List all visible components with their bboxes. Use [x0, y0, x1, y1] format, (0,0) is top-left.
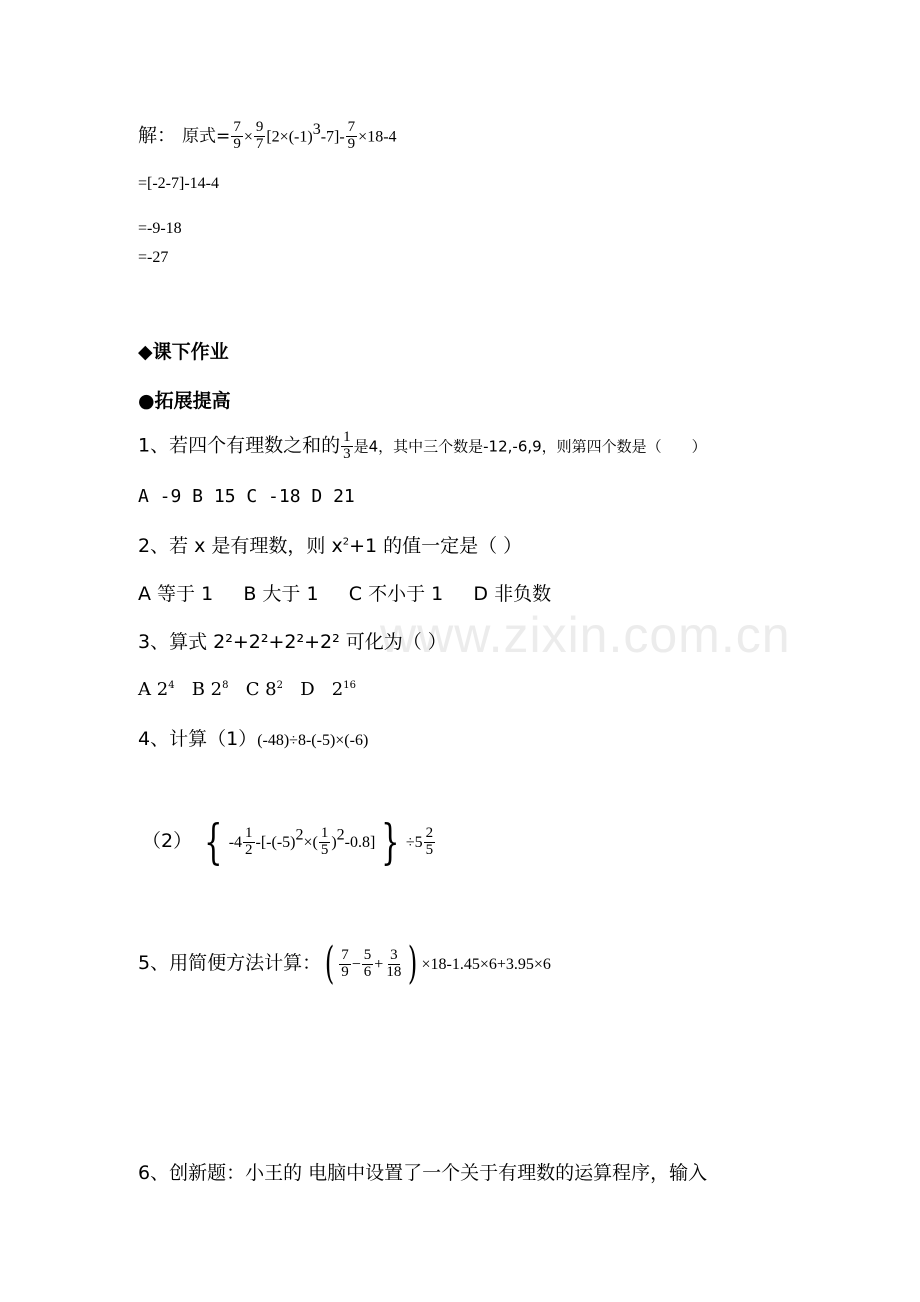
- question-2-prefix: 2、若 x 是有理数，则 x: [138, 535, 343, 557]
- question-3-options: [138, 681, 356, 699]
- question-4-expression-1: (-48)÷8-(-5)×(-6): [257, 732, 369, 749]
- fraction: $\frac{2}{5}$: [425, 824, 434, 858]
- solution-line-3: =-9-18: [138, 220, 182, 237]
- question-2-options: A 等于 1 B 大于 1 C 不小于 1 D 非负数: [138, 583, 552, 605]
- expression-part: ×(: [303, 834, 318, 851]
- question-1-rest: 是4，其中三个数是-12,-6,9，则第四个数是（ ）: [353, 437, 707, 456]
- fraction: $\frac{9}{7}$: [255, 119, 264, 152]
- exponent: 8: [222, 680, 229, 691]
- right-brace: }: [381, 814, 400, 870]
- question-3: 3、算式 2²+2²+2²+2² 可化为（ ）: [138, 631, 447, 653]
- expression-part: -7]-: [320, 128, 345, 146]
- exponent: 2: [295, 826, 304, 844]
- exponent: 2: [276, 680, 284, 691]
- expression-part: -[-(-5): [255, 834, 296, 851]
- section-extension-heading: ●拓展提高: [138, 390, 231, 412]
- fraction: $\frac{7}{9}$: [233, 119, 241, 152]
- question-4-prefix: 4、计算（1）: [138, 728, 258, 750]
- solution-line-2: =[-2-7]-14-4: [138, 175, 219, 192]
- option-a: A 2: [138, 679, 169, 700]
- fraction: $\frac{5}{6}$: [363, 946, 372, 980]
- question-2: [138, 537, 522, 556]
- fraction: $\frac{7}{9}$: [341, 946, 349, 980]
- fraction: $\frac{1}{5}$: [320, 824, 329, 858]
- option-b: B 2: [191, 679, 223, 700]
- fraction: $\frac{7}{9}$: [347, 119, 356, 152]
- expression-part: ): [331, 834, 337, 851]
- exponent: 2: [342, 536, 350, 548]
- question-1: [138, 430, 707, 463]
- question-1-options: A -9 B 15 C -18 D 21: [138, 486, 355, 507]
- question-5-prefix: 5、用简便方法计算：: [138, 952, 322, 974]
- part-2-label: （2）: [142, 830, 193, 852]
- option-d: D 2: [300, 679, 344, 700]
- expression-part: -0.8]: [344, 834, 376, 851]
- fraction: $\frac{1}{2}$: [245, 824, 253, 858]
- right-paren: ): [408, 938, 418, 989]
- question-5-expression: ×18-1.45×6+3.95×6: [421, 956, 551, 973]
- solution-label: 解：: [138, 124, 177, 147]
- solution-line-4: =-27: [138, 249, 169, 266]
- question-6: 6、创新题：小王的 电脑中设置了一个关于有理数的运算程序，输入: [138, 1162, 708, 1184]
- question-2-rest: +1 的值一定是（ ）: [349, 535, 523, 557]
- question-4: [138, 730, 368, 749]
- question-4-part-2: [142, 814, 436, 870]
- expression-part: -4: [228, 834, 243, 851]
- expression-part: [2×(-1): [266, 128, 313, 146]
- exponent: 16: [343, 680, 356, 691]
- exponent: 3: [312, 120, 321, 138]
- watermark: www.zixin.com.cn: [380, 607, 791, 663]
- exponent: 4: [168, 680, 175, 691]
- left-brace: {: [204, 814, 223, 870]
- left-paren: (: [324, 938, 335, 989]
- question-1-prefix: 1、若四个有理数之和的: [138, 434, 341, 457]
- exponent: 2: [336, 826, 345, 844]
- fraction: $\frac{3}{18}$: [386, 946, 402, 980]
- question-5: 5、用简便方法计算：( $\frac{7}{9}$ − $\frac{5}{6}$ + $\frac{3}{18}$ ) ×18-1.45×6+3.95×6: [138, 938, 551, 989]
- section-homework-heading: ◆课下作业: [138, 341, 229, 363]
- times-sign: ×: [243, 128, 253, 146]
- expression-part: ×18-4: [358, 128, 397, 146]
- expression-part: ÷5: [405, 834, 423, 851]
- solution-line-1: [138, 120, 397, 153]
- solution-prefix: 原式=: [182, 126, 231, 147]
- fraction: $\frac{1}{3}$: [343, 429, 351, 462]
- option-c: C 8: [245, 679, 277, 700]
